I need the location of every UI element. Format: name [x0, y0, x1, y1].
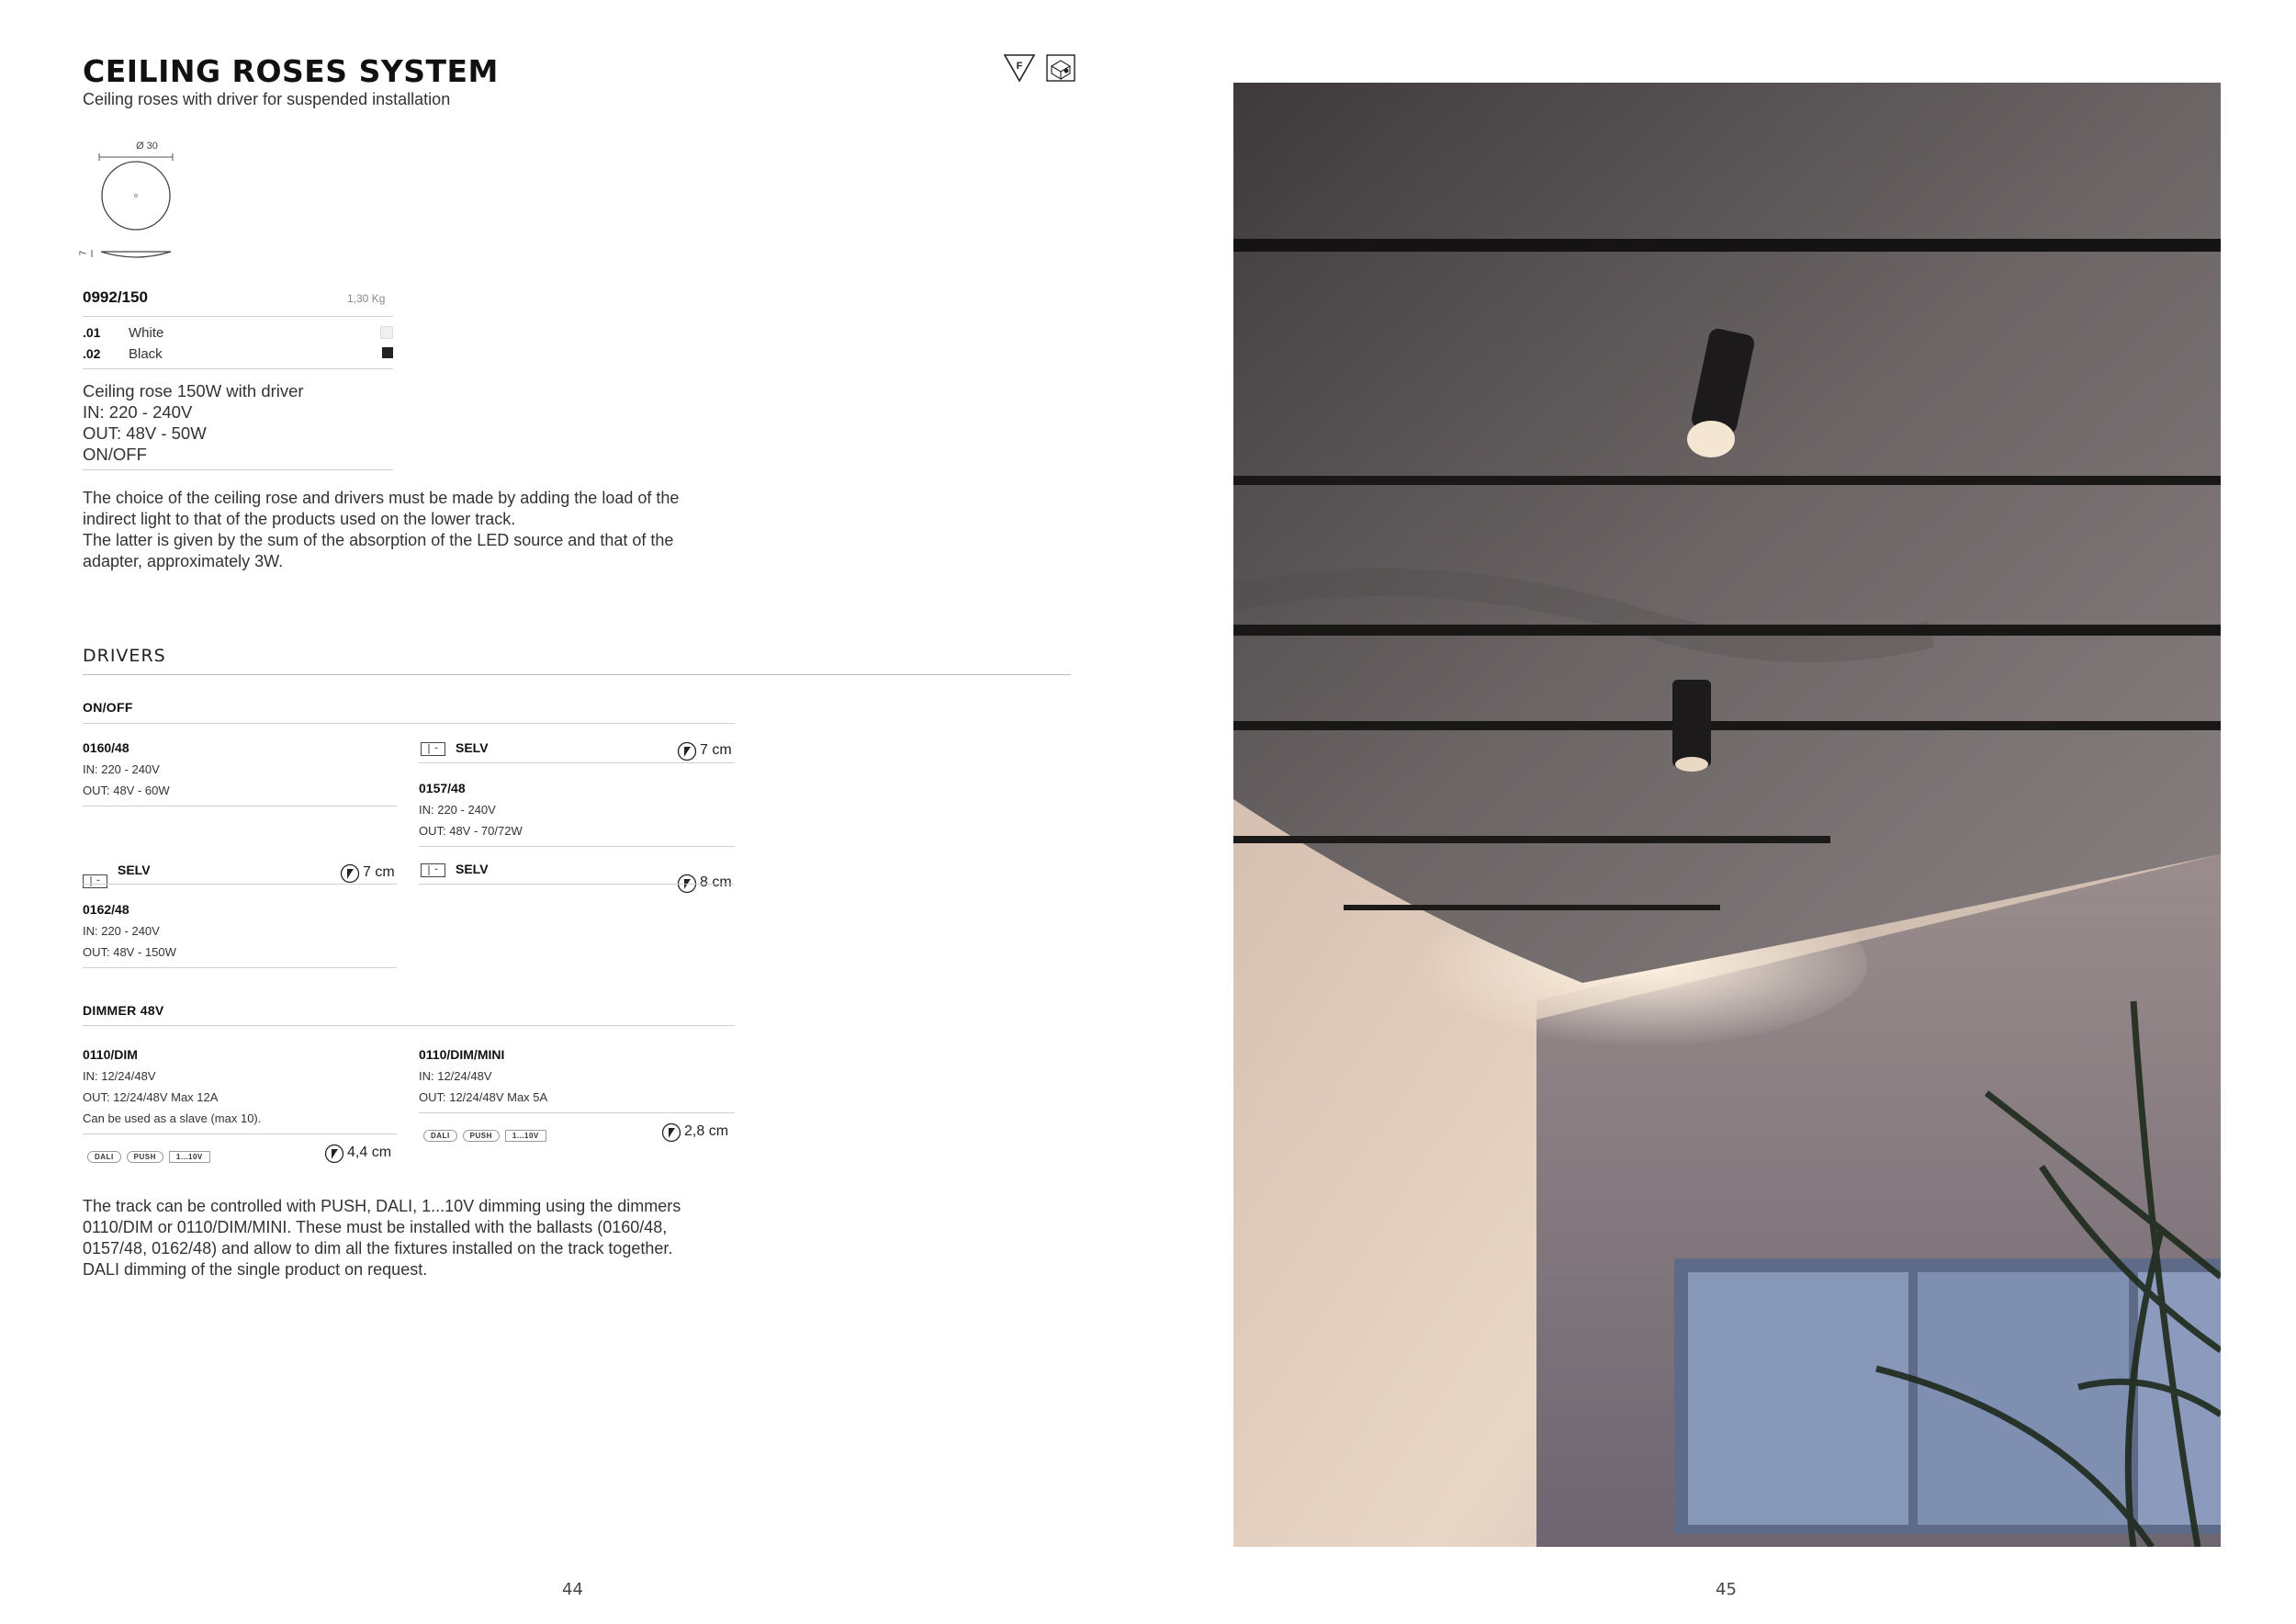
note-line: 0157/48, 0162/48) and allow to dim all the fixtures installed on the track together. — [83, 1239, 673, 1257]
dimmer-badges — [87, 1147, 216, 1164]
svg-text:▪▪: ▪▪ — [434, 867, 438, 873]
dimmer-in: IN: 12/24/48V — [419, 1069, 492, 1083]
push-badge: PUSH — [463, 1130, 500, 1142]
push-badge: PUSH — [127, 1151, 163, 1163]
ceiling-rose-drawing — [73, 152, 184, 267]
dimmer-extra: Can be used as a slave (max 10). — [83, 1111, 262, 1125]
divider — [419, 884, 735, 885]
driver-in: IN: 220 - 240V — [83, 924, 160, 938]
driver-code-0160: 0160/48 — [83, 740, 129, 755]
product-code: 0992/150 — [83, 288, 148, 306]
finish-code: .02 — [83, 346, 101, 361]
driver-out: OUT: 48V - 70/72W — [419, 824, 523, 838]
onoff-heading: ON/OFF — [83, 700, 133, 715]
1-10v-badge: 1...10V — [169, 1151, 210, 1163]
driver-in: IN: 220 - 240V — [83, 762, 160, 776]
load-note — [83, 488, 679, 572]
divider — [83, 884, 397, 885]
header-icons — [1003, 53, 1078, 89]
finish-row-white — [83, 323, 393, 344]
size-icon — [661, 1122, 681, 1143]
finish-name: Black — [129, 346, 163, 362]
dimmer-out: OUT: 12/24/48V Max 5A — [419, 1090, 548, 1104]
divider — [83, 723, 735, 724]
track-lighting-photo — [1233, 83, 2221, 1547]
divider — [83, 674, 1071, 675]
divider — [419, 846, 735, 847]
description-line: IN: 220 - 240V — [83, 402, 193, 422]
photo-illustration — [1233, 83, 2221, 1547]
description-line: ON/OFF — [83, 445, 147, 464]
driver-out: OUT: 48V - 150W — [83, 945, 176, 959]
dimmer-in: IN: 12/24/48V — [83, 1069, 156, 1083]
finish-row-black — [83, 344, 393, 366]
finish-name: White — [129, 325, 164, 341]
size-icon — [324, 1144, 344, 1164]
box-install-icon — [1047, 55, 1075, 81]
black-swatch — [382, 347, 393, 358]
note-line: The track can be controlled with PUSH, DALI, 1...10V dimming using the dimmers — [83, 1197, 681, 1215]
dimmer-out: OUT: 12/24/48V Max 12A — [83, 1090, 219, 1104]
description-line: OUT: 48V - 50W — [83, 423, 207, 443]
selv-icon — [83, 874, 108, 889]
divider — [83, 368, 393, 369]
white-swatch — [380, 326, 393, 339]
f-triangle-icon — [1003, 53, 1078, 85]
note-line: indirect light to that of the products used on the lower track. — [83, 510, 516, 528]
description-line: Ceiling rose 150W with driver — [83, 381, 304, 400]
divider — [83, 1133, 397, 1134]
note-line: DALI dimming of the single product on request. — [83, 1260, 428, 1279]
driver-in: IN: 220 - 240V — [419, 803, 496, 817]
dimmer-code-dim: 0110/DIM — [83, 1047, 138, 1062]
page-subtitle: Ceiling roses with driver for suspended installation — [83, 90, 451, 108]
product-weight: 1,30 Kg — [347, 292, 386, 305]
note-line: The choice of the ceiling rose and drivers must be made by adding the load of the — [83, 489, 680, 507]
divider — [419, 762, 735, 763]
divider — [83, 316, 393, 317]
size-icon — [677, 741, 697, 761]
driver-code-0157: 0157/48 — [419, 781, 466, 795]
height-label: 7 — [78, 250, 89, 256]
1-10v-badge: 1...10V — [505, 1130, 546, 1142]
divider — [419, 1112, 735, 1113]
selv-icon — [421, 742, 446, 757]
dali-badge: DALI — [423, 1130, 457, 1142]
note-line: The latter is given by the sum of the absorption of the LED source and that of the — [83, 531, 674, 549]
drivers-heading: DRIVERS — [83, 646, 166, 666]
product-description — [83, 380, 304, 465]
svg-text:▪▪: ▪▪ — [96, 878, 100, 884]
size-value: 2,8 cm — [684, 1123, 729, 1139]
driver-out: OUT: 48V - 60W — [83, 784, 170, 797]
size-icon — [340, 863, 360, 884]
dimmer-code-mini: 0110/DIM/MINI — [419, 1047, 505, 1062]
dimming-note — [83, 1196, 681, 1280]
note-line: adapter, approximately 3W. — [83, 552, 284, 570]
dimmer-heading: DIMMER 48V — [83, 1003, 164, 1018]
note-line: 0110/DIM or 0110/DIM/MINI. These must be installed with the ballasts (0160/48, — [83, 1218, 668, 1236]
f-mark: F — [1016, 61, 1023, 72]
finish-list — [83, 323, 393, 366]
size-value: 8 cm — [700, 874, 732, 890]
selv-label: SELV — [118, 863, 151, 877]
divider — [83, 1025, 735, 1026]
divider — [83, 469, 393, 470]
selv-icon — [421, 863, 446, 878]
page-number-left: 44 — [562, 1580, 583, 1599]
size-value: 7 cm — [700, 742, 732, 758]
svg-text:▪▪: ▪▪ — [434, 746, 438, 751]
driver-code-0162: 0162/48 — [83, 902, 129, 917]
page-number-right: 45 — [1716, 1580, 1737, 1599]
page-title: CEILING ROSES SYSTEM — [83, 53, 499, 89]
selv-label: SELV — [456, 740, 489, 755]
dimmer-badges — [423, 1126, 552, 1143]
size-value: 4,4 cm — [347, 1145, 392, 1160]
size-value: 7 cm — [363, 864, 395, 880]
dali-badge: DALI — [87, 1151, 121, 1163]
selv-label: SELV — [456, 862, 489, 876]
divider — [83, 967, 397, 968]
finish-code: .01 — [83, 325, 101, 340]
diameter-label: Ø 30 — [136, 141, 158, 152]
